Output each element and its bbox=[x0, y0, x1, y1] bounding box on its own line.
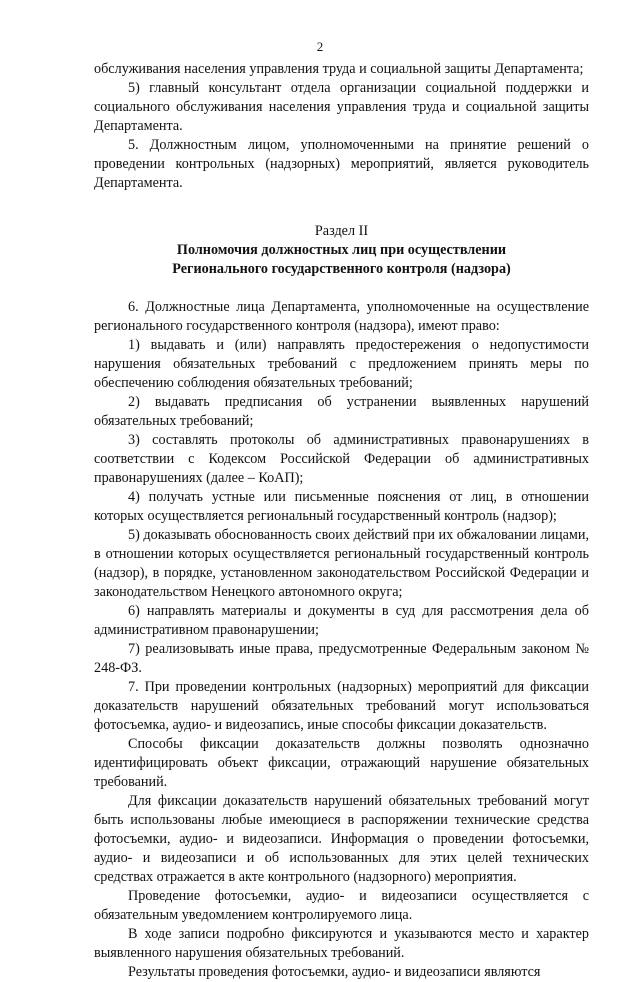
list-item-5: 5) доказывать обоснованность своих действий при их обжаловании лицами, в отношении которых осуществляется региональный государственный контроль (надзор), в порядке, установленном законодательством Российской Федерации и законодательством Ненецкого автономного округа; bbox=[94, 527, 589, 600]
list-item-2: 2) выдавать предписания об устранении выявленных нарушений обязательных требований; bbox=[94, 394, 589, 429]
section-title-line2: Регионального государственного контроля (надзора) bbox=[172, 261, 511, 277]
paragraph-7: 7. При проведении контрольных (надзорных) мероприятий для фиксации доказательств нарушений обязательных требований могут использоваться фотосъемка, аудио- и видеозапись, иные способы фиксации доказательств. bbox=[94, 679, 589, 733]
list-item-7: 7) реализовывать иные права, предусмотренные Федеральным законом № 248-ФЗ. bbox=[94, 641, 589, 676]
document-body bbox=[94, 60, 589, 982]
list-item-6: 6) направлять материалы и документы в суд для рассмотрения дела об административном правонарушении; bbox=[94, 603, 589, 638]
paragraph-fixation-methods: Способы фиксации доказательств должны позволять однозначно идентифицировать объект фиксации, отражающий нарушение обязательных требований. bbox=[94, 736, 589, 790]
paragraph-results: Результаты проведения фотосъемки, аудио- и видеозаписи являются bbox=[128, 964, 541, 980]
section-label: Раздел II bbox=[314, 223, 369, 239]
paragraph-notification: Проведение фотосъемки, аудио- и видеозаписи осуществляется с обязательным уведомлением контролируемого лица. bbox=[94, 888, 589, 923]
page-number: 2 bbox=[316, 39, 324, 54]
list-item-4: 4) получать устные или письменные пояснения от лиц, в отношении которых осуществляется региональный государственный контроль (надзор); bbox=[94, 489, 589, 524]
list-item-5-consultant: 5) главный консультант отдела организации социальной поддержки и социального обслуживания населения управления труда и социальной защиты Департамента. bbox=[94, 80, 589, 134]
paragraph-technical-means: Для фиксации доказательств нарушений обязательных требований могут быть использованы любые имеющиеся в распоряжении технические средства фотосъемки, аудио- и видеозаписи. Информация о проведении фотосъемки, аудио- и видеозаписи и об использованных для этих целей технических средствах отражается в акте контрольного (надзорного) мероприятия. bbox=[94, 793, 589, 885]
paragraph-5: 5. Должностным лицом, уполномоченными на принятие решений о проведении контрольных (надзорных) мероприятий, является руководитель Департамента. bbox=[94, 137, 589, 191]
list-item-3: 3) составлять протоколы об административных правонарушениях в соответствии с Кодексом Российской Федерации об административных правонарушениях (далее – КоАП); bbox=[94, 432, 589, 486]
list-item-1: 1) выдавать и (или) направлять предостережения о недопустимости нарушения обязательных требований с предложением принять меры по обеспечению соблюдения обязательных требований; bbox=[94, 337, 589, 391]
paragraph-6: 6. Должностные лица Департамента, уполномоченные на осуществление регионального государственного контроля (надзора), имеют право: bbox=[94, 299, 589, 334]
section-title-line1: Полномочия должностных лиц при осуществлении bbox=[176, 242, 507, 258]
paragraph-recording-details: В ходе записи подробно фиксируются и указываются место и характер выявленного нарушения обязательных требований. bbox=[94, 926, 589, 961]
paragraph-continuation: обслуживания населения управления труда и социальной защиты Департамента; bbox=[94, 61, 584, 77]
